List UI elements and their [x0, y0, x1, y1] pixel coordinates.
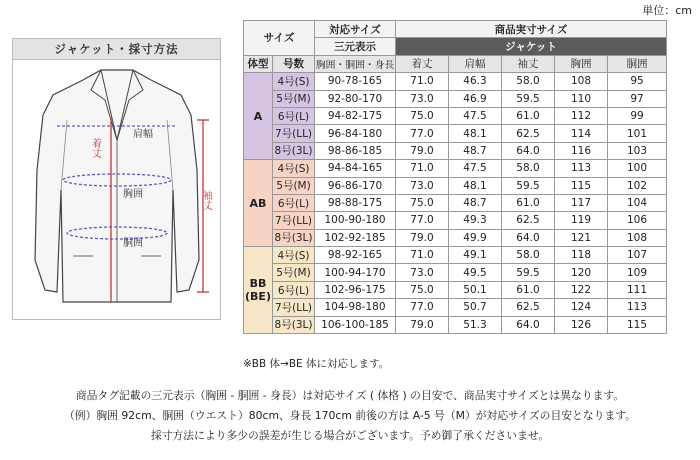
table-row [244, 247, 667, 264]
table-row [244, 299, 667, 316]
measure-cell: 113 [608, 299, 667, 316]
measure-cell: 99 [608, 107, 667, 124]
size-number-cell: 7号(LL) [273, 212, 315, 229]
sangen-cell: 102-96-175 [315, 281, 396, 298]
measure-cell: 62.5 [502, 212, 555, 229]
size-number-cell: 4号(S) [273, 247, 315, 264]
measure-cell: 47.5 [449, 107, 502, 124]
measure-cell: 64.0 [502, 229, 555, 246]
table-row [244, 212, 667, 229]
footer-line: （例）胸囲 92cm、胴囲（ウエスト）80cm、身長 170cm 前後の方は A-5 号（M）が対応サイズの目安となります。 [64, 409, 636, 422]
measure-cell: 79.0 [396, 142, 449, 159]
measure-cell: 64.0 [502, 142, 555, 159]
measure-cell: 71.0 [396, 247, 449, 264]
measure-cell: 50.1 [449, 281, 502, 298]
body-type-cell: AB [244, 160, 273, 247]
measure-cell: 49.1 [449, 247, 502, 264]
size-number-cell: 7号(LL) [273, 299, 315, 316]
measure-cell: 108 [608, 229, 667, 246]
footer-line: 商品タグ記載の三元表示（胸囲 - 胴囲 - 身長）は対応サイズ ( 体格 ) の目安で、商品実寸サイズとは異なります。 [75, 389, 625, 402]
measure-cell: 79.0 [396, 229, 449, 246]
header-doui: 胴囲 [608, 55, 667, 72]
measure-cell: 62.5 [502, 299, 555, 316]
sangen-cell: 96-84-180 [315, 125, 396, 142]
sangen-cell: 102-92-185 [315, 229, 396, 246]
sangen-cell: 98-92-165 [315, 247, 396, 264]
table-row [244, 73, 667, 90]
table-row [244, 90, 667, 107]
measure-cell: 77.0 [396, 299, 449, 316]
sangen-cell: 100-94-170 [315, 264, 396, 281]
measure-cell: 117 [555, 194, 608, 211]
measure-cell: 73.0 [396, 264, 449, 281]
header-jacket: ジャケット [396, 38, 667, 55]
footer-line: 採寸方法により多少の誤差が生じる場合がございます。予め御了承くださいませ。 [150, 429, 550, 442]
size-table [243, 20, 667, 334]
measure-cell: 47.5 [449, 160, 502, 177]
header-sodetake: 袖丈 [502, 55, 555, 72]
label-kyoui: 胸囲 [123, 189, 143, 200]
unit-label: 単位：cm [642, 4, 692, 17]
measure-cell: 58.0 [502, 73, 555, 90]
measure-cell: 46.3 [449, 73, 502, 90]
header-sangen: 三元表示 [315, 38, 396, 55]
sangen-cell: 96-86-170 [315, 177, 396, 194]
measure-cell: 116 [555, 142, 608, 159]
size-number-cell: 4号(S) [273, 160, 315, 177]
table-row [244, 142, 667, 159]
label-sodetake: 袖丈 [200, 190, 212, 210]
table-row [244, 316, 667, 333]
table-row [244, 177, 667, 194]
measure-cell: 121 [555, 229, 608, 246]
sangen-cell: 92-80-170 [315, 90, 396, 107]
header-shohin: 商品実寸サイズ [396, 21, 667, 38]
measure-cell: 120 [555, 264, 608, 281]
size-number-cell: 6号(L) [273, 107, 315, 124]
table-row [244, 194, 667, 211]
measure-cell: 48.7 [449, 142, 502, 159]
measure-cell: 115 [555, 177, 608, 194]
size-number-cell: 5号(M) [273, 90, 315, 107]
size-number-cell: 8号(3L) [273, 229, 315, 246]
measure-cell: 124 [555, 299, 608, 316]
measure-cell: 59.5 [502, 90, 555, 107]
measure-cell: 77.0 [396, 125, 449, 142]
label-doui: 胴囲 [123, 238, 143, 249]
sangen-cell: 104-98-180 [315, 299, 396, 316]
measure-cell: 102 [608, 177, 667, 194]
header-kyoui: 胸囲 [555, 55, 608, 72]
sangen-cell: 100-90-180 [315, 212, 396, 229]
measure-cell: 103 [608, 142, 667, 159]
measure-cell: 107 [608, 247, 667, 264]
measure-cell: 115 [608, 316, 667, 333]
measure-cell: 48.1 [449, 177, 502, 194]
measure-cell: 59.5 [502, 177, 555, 194]
table-row [244, 281, 667, 298]
measure-cell: 126 [555, 316, 608, 333]
label-kitake: 着丈 [89, 138, 101, 158]
measure-cell: 122 [555, 281, 608, 298]
measure-cell: 71.0 [396, 73, 449, 90]
measure-cell: 113 [555, 160, 608, 177]
measurement-panel [12, 38, 221, 320]
sangen-cell: 98-88-175 [315, 194, 396, 211]
measure-cell: 46.9 [449, 90, 502, 107]
measure-cell: 114 [555, 125, 608, 142]
measure-cell: 119 [555, 212, 608, 229]
measure-cell: 51.3 [449, 316, 502, 333]
measure-cell: 61.0 [502, 107, 555, 124]
measure-cell: 79.0 [396, 316, 449, 333]
measure-cell: 111 [608, 281, 667, 298]
measure-cell: 104 [608, 194, 667, 211]
header-kitake: 着丈 [396, 55, 449, 72]
measure-cell: 71.0 [396, 160, 449, 177]
header-gousu: 号数 [273, 55, 315, 72]
sangen-cell: 94-82-175 [315, 107, 396, 124]
size-number-cell: 8号(3L) [273, 142, 315, 159]
table-row [244, 125, 667, 142]
header-katahaba: 肩幅 [449, 55, 502, 72]
header-size: サイズ [244, 21, 315, 56]
measure-cell: 50.7 [449, 299, 502, 316]
measure-cell: 75.0 [396, 107, 449, 124]
panel-title: ジャケット・採寸方法 [13, 39, 220, 60]
size-number-cell: 8号(3L) [273, 316, 315, 333]
sangen-cell: 90-78-165 [315, 73, 396, 90]
measure-cell: 101 [608, 125, 667, 142]
measure-cell: 61.0 [502, 281, 555, 298]
header-taikei: 体型 [244, 55, 273, 72]
table-row [244, 264, 667, 281]
measure-cell: 75.0 [396, 194, 449, 211]
body-type-cell: A [244, 73, 273, 160]
header-sangen-sub: 胸囲・胴囲・身長 [315, 55, 396, 72]
label-katahaba: 肩幅 [133, 129, 153, 140]
jacket-illustration [13, 60, 220, 319]
measure-cell: 75.0 [396, 281, 449, 298]
size-number-cell: 5号(M) [273, 177, 315, 194]
measure-cell: 95 [608, 73, 667, 90]
measure-cell: 48.1 [449, 125, 502, 142]
table-row [244, 160, 667, 177]
measure-cell: 58.0 [502, 160, 555, 177]
measure-cell: 49.3 [449, 212, 502, 229]
size-number-cell: 4号(S) [273, 73, 315, 90]
measure-cell: 73.0 [396, 90, 449, 107]
sangen-cell: 106-100-185 [315, 316, 396, 333]
sangen-cell: 94-84-165 [315, 160, 396, 177]
size-number-cell: 5号(M) [273, 264, 315, 281]
measure-cell: 118 [555, 247, 608, 264]
table-row [244, 107, 667, 124]
measure-cell: 108 [555, 73, 608, 90]
header-taiou: 対応サイズ [315, 21, 396, 38]
footer-notes [0, 386, 700, 446]
measure-cell: 110 [555, 90, 608, 107]
measure-cell: 59.5 [502, 264, 555, 281]
measure-cell: 58.0 [502, 247, 555, 264]
measure-cell: 109 [608, 264, 667, 281]
measure-cell: 49.5 [449, 264, 502, 281]
measure-cell: 106 [608, 212, 667, 229]
measure-cell: 73.0 [396, 177, 449, 194]
measure-cell: 48.7 [449, 194, 502, 211]
measure-cell: 49.9 [449, 229, 502, 246]
measure-cell: 97 [608, 90, 667, 107]
measure-cell: 112 [555, 107, 608, 124]
measure-cell: 77.0 [396, 212, 449, 229]
size-number-cell: 7号(LL) [273, 125, 315, 142]
body-type-cell: BB (BE) [244, 247, 273, 334]
table-row [244, 229, 667, 246]
measure-cell: 100 [608, 160, 667, 177]
bb-note: ※BB 体→BE 体に対応します。 [243, 358, 390, 370]
measure-cell: 62.5 [502, 125, 555, 142]
size-number-cell: 6号(L) [273, 194, 315, 211]
size-number-cell: 6号(L) [273, 281, 315, 298]
measure-cell: 64.0 [502, 316, 555, 333]
sangen-cell: 98-86-185 [315, 142, 396, 159]
measure-cell: 61.0 [502, 194, 555, 211]
